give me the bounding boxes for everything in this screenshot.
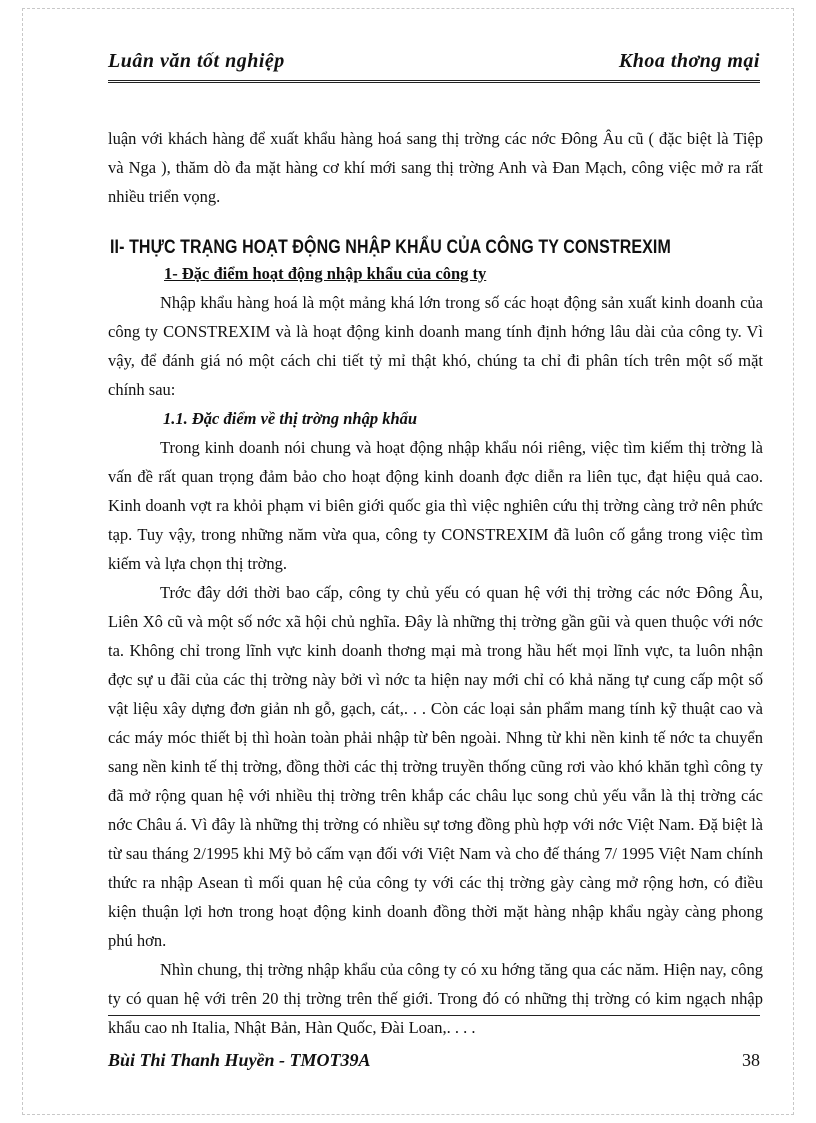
page-number: 38 [742,1050,760,1070]
paragraph-intro: luận với khách hàng để xuất khẩu hàng hoá sang thị trờng các nớc Đông Âu cũ ( đặc biệt là Tiệp và Nga ), thăm dò đa mặt hàng cơ khí mới sang thị trờng Anh và Đan Mạch, công việc mở ra rất nhiều triển vọng. [108,129,763,206]
footer-author: Bùi Thi Thanh Huyền - TMOT39A [108,1050,371,1070]
footer-divider [108,1015,760,1016]
page-footer [108,1050,760,1080]
section-heading: II- THỰC TRẠNG HOẠT ĐỘNG NHẬP KHẨU CỦA CÔNG TY CONSTREXIM [110,237,671,258]
header-faculty: Khoa thơng mại [618,50,760,72]
page-body [108,124,763,1042]
paragraph-4: Nhìn chung, thị trờng nhập khẩu của công ty có xu hớng tăng qua các năm. Hiện nay, công ty có quan hệ với trên 20 thị trờng trên thế giới. Trong đó có những thị trờng có kim ngạch nhập khẩu cao nh Italia, Nhật Bản, Hàn Quốc, Đài Loan,. . . . [108,960,763,1037]
subsection-heading: 1- Đặc điểm hoạt động nhập khẩu của công ty [164,264,487,283]
paragraph-3: Trớc đây dới thời bao cấp, công ty chủ yếu có quan hệ với thị trờng các nớc Đông Âu, Liên Xô cũ và một số nớc xã hội chủ nghĩa. Đây là những thị trờng gần gũi và quen thuộc với nớc ta. Không chỉ trong lĩnh vực kinh doanh thơng mại mà trong hầu hết mọi lĩnh vực, ta luôn nhận đợc sự u đãi của các thị trờng này bởi vì nớc ta hiện nay mới chỉ có khả năng tự cung cấp một số vật liệu xây dựng đơn giản nh gỗ, gạch, cát,. . . Còn các loại sản phẩm mang tính kỹ thuật cao và các máy móc thiết bị thì hoàn toàn phải nhập từ bên ngoài. Nhng từ khi nền kinh tế nớc ta chuyển sang nền kinh tế thị trờng, đồng thời các thị trờng truyền thống cũng rơi vào khó khăn tghì công ty đã mở rộng quan hệ với nhiều thị trờng trên khắp các châu lục song chủ yếu vẫn là thị trờng các nớc Châu á. Vì đây là những thị trờng có nhiều sự tơng đồng phù hợp với nớc Việt Nam. Đặ biệt là từ sau tháng 2/1995 khi Mỹ bỏ cấm vạn đối với Việt Nam và cho đế tháng 7/ 1995 Việt Nam chính thức ra nhập Asean tì mối quan hệ của công ty với các thị trờng gày càng mở rộng hơn, có điều kiện thuận lợi hơn trong hoạt động kinh doanh đồng thời mặt hàng nhập khẩu ngày càng phong phú hơn. [108,583,763,950]
subsubsection-heading: 1.1. Đặc điểm về thị trờng nhập khẩu [163,409,418,428]
page-header [108,46,760,80]
paragraph-2: Trong kinh doanh nói chung và hoạt động nhập khẩu nói riêng, việc tìm kiếm thị trờng là vấn đề rất quan trọng đảm bảo cho hoạt động kinh doanh đợc diễn ra liên tục, đạt hiệu quả cao. Kinh doanh vợt ra khỏi phạm vi biên giới quốc gia thì việc nghiên cứu thị trờng càng trở nên phức tạp. Tuy vậy, trong những năm vừa qua, công ty CONSTREXIM đã luôn cố gắng trong việc tìm kiếm và lựa chọn thị trờng. [108,438,763,573]
header-thesis-title: Luân văn tốt nghiệp [108,50,285,72]
paragraph-1: Nhập khẩu hàng hoá là một mảng khá lớn trong số các hoạt động sản xuất kinh doanh của công ty CONSTREXIM và là hoạt động kinh doanh mang tính định hớng lâu dài của công ty. Vì vậy, để đánh giá nó một cách chi tiết tỷ mỉ thật khó, chúng ta chỉ đi phân tích trên một số mặt chính sau: [108,293,763,399]
header-divider [108,80,760,83]
